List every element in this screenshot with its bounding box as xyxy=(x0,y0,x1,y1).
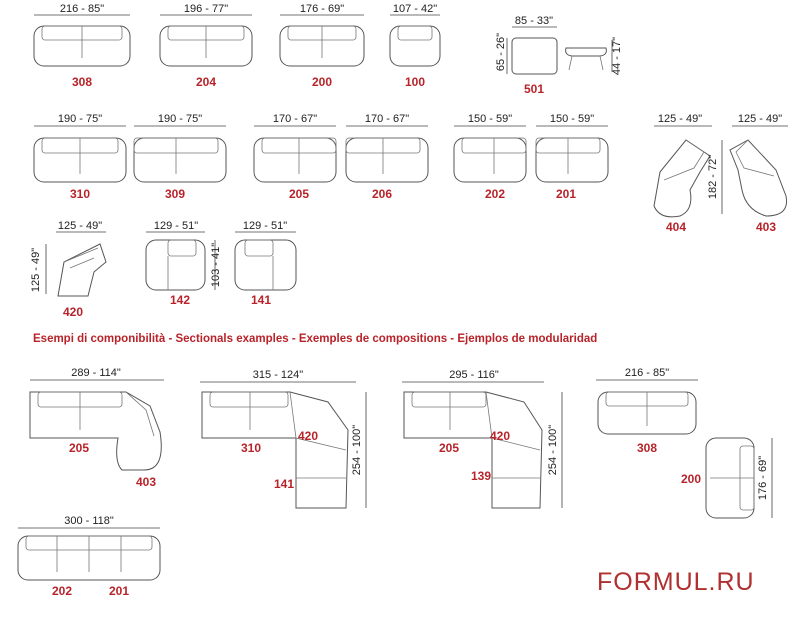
module-205 xyxy=(254,113,336,201)
depth-label: 176 - 69" xyxy=(757,455,769,501)
module-310 xyxy=(34,113,126,201)
width-label: 150 - 59" xyxy=(467,113,513,125)
width-label: 125 - 49" xyxy=(737,113,783,125)
width-label: 289 - 114" xyxy=(71,367,121,379)
depth-label: 125 - 49" xyxy=(30,247,42,293)
width-label: 196 - 77" xyxy=(183,3,229,15)
module-308 xyxy=(34,3,130,89)
depth-label: 103 - 41" xyxy=(210,242,222,288)
module-code: 142 xyxy=(169,293,191,307)
module-code: 404 xyxy=(665,220,687,234)
width-label: 129 - 51" xyxy=(153,220,199,232)
composition-label: 310 xyxy=(240,441,262,455)
depth-label: 254 - 100" xyxy=(351,424,363,476)
width-label: 295 - 116" xyxy=(449,369,499,381)
pair-depth xyxy=(707,140,722,214)
composition-5 xyxy=(681,438,772,518)
compositions-heading: Esempi di componibilità - Sectionals examples - Exemples de compositions - Ejemplos de modularidad xyxy=(33,333,598,345)
module-501 xyxy=(495,15,623,96)
composition-label: 139 xyxy=(470,469,492,483)
width-label: 176 - 69" xyxy=(299,3,345,15)
module-code: 309 xyxy=(164,187,186,201)
module-142 xyxy=(146,220,205,307)
composition-6 xyxy=(18,515,160,598)
module-code: 202 xyxy=(484,187,506,201)
module-code: 201 xyxy=(555,187,577,201)
width-label: 216 - 85" xyxy=(59,3,105,15)
module-100 xyxy=(390,3,440,89)
depth-label: 65 - 26" xyxy=(495,32,507,72)
module-309 xyxy=(134,113,226,201)
module-code: 403 xyxy=(755,220,777,234)
composition-2 xyxy=(200,369,366,508)
composition-4 xyxy=(596,367,698,455)
composition-label: 420 xyxy=(489,429,511,443)
composition-label: 200 xyxy=(680,472,702,486)
composition-label: 308 xyxy=(636,441,658,455)
composition-label: 205 xyxy=(438,441,460,455)
composition-label: 205 xyxy=(68,441,90,455)
module-202 xyxy=(454,113,526,201)
composition-3 xyxy=(402,369,562,508)
width-label: 190 - 75" xyxy=(57,113,103,125)
module-code: 205 xyxy=(288,187,310,201)
module-code: 310 xyxy=(69,187,91,201)
composition-1 xyxy=(30,367,164,489)
module-code: 100 xyxy=(404,75,426,89)
module-code: 501 xyxy=(523,82,545,96)
module-204 xyxy=(160,3,252,89)
composition-label: 202 xyxy=(51,584,73,598)
depth-label: 254 - 100" xyxy=(547,424,559,476)
module-code: 420 xyxy=(62,305,84,319)
module-201 xyxy=(536,113,608,201)
width-label: 170 - 67" xyxy=(364,113,410,125)
composition-label: 141 xyxy=(273,477,295,491)
width-label: 190 - 75" xyxy=(157,113,203,125)
module-code: 141 xyxy=(250,293,272,307)
module-403 xyxy=(730,113,788,234)
module-141 xyxy=(210,220,296,307)
width-label: 170 - 67" xyxy=(272,113,318,125)
width-label: 315 - 124" xyxy=(252,369,304,381)
module-420 xyxy=(30,220,106,319)
width-label: 129 - 51" xyxy=(242,220,288,232)
module-code: 206 xyxy=(371,187,393,201)
width-label: 107 - 42" xyxy=(392,3,438,15)
width-label: 150 - 59" xyxy=(549,113,595,125)
module-200 xyxy=(280,3,364,89)
depth-label: 182 - 72" xyxy=(707,154,719,200)
brand-watermark: FORMUL.RU xyxy=(597,568,755,596)
composition-label: 403 xyxy=(135,475,157,489)
module-code: 204 xyxy=(195,75,217,89)
height-label: 44 - 17" xyxy=(611,36,623,76)
width-label: 125 - 49" xyxy=(57,220,103,232)
composition-label: 201 xyxy=(108,584,130,598)
composition-label: 420 xyxy=(297,429,319,443)
width-label: 125 - 49" xyxy=(657,113,703,125)
module-404 xyxy=(654,113,712,234)
width-label: 216 - 85" xyxy=(624,367,670,379)
module-code: 200 xyxy=(311,75,333,89)
width-label: 300 - 118" xyxy=(64,515,114,527)
module-code: 308 xyxy=(71,75,93,89)
module-206 xyxy=(346,113,428,201)
width-label: 85 - 33" xyxy=(514,15,554,27)
